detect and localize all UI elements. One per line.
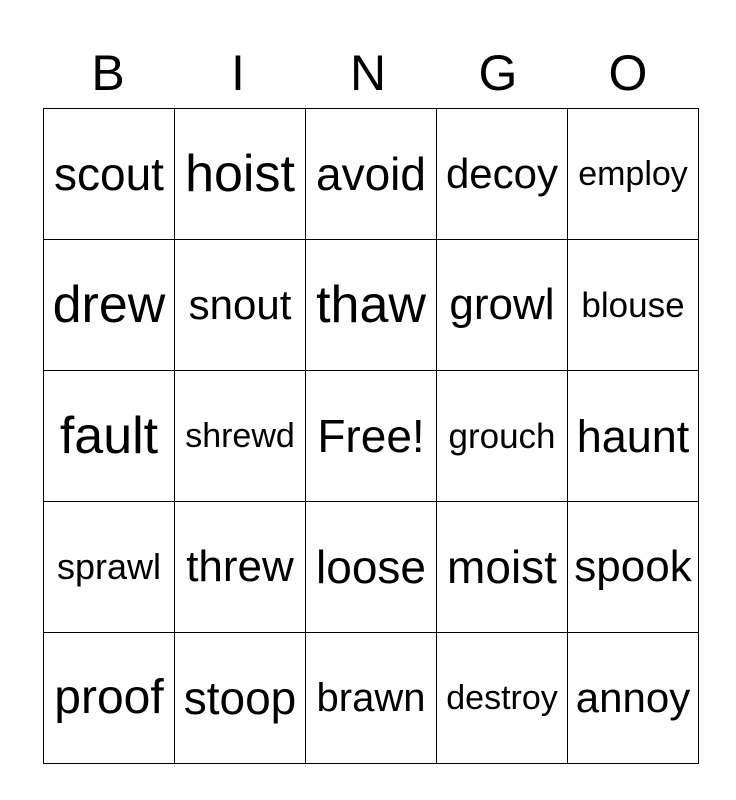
free-space-cell: Free! bbox=[306, 371, 437, 502]
bingo-cell: avoid bbox=[306, 109, 437, 240]
header-letter-g: G bbox=[478, 45, 518, 101]
bingo-cell: shrewd bbox=[175, 371, 306, 502]
bingo-cell: brawn bbox=[306, 633, 437, 764]
bingo-cell: sprawl bbox=[44, 502, 175, 633]
bingo-card bbox=[43, 108, 699, 764]
bingo-cell: grouch bbox=[437, 371, 568, 502]
bingo-cell: blouse bbox=[568, 240, 699, 371]
bingo-cell: proof bbox=[44, 633, 175, 764]
bingo-cell: moist bbox=[437, 502, 568, 633]
bingo-row bbox=[44, 109, 699, 240]
bingo-row bbox=[44, 371, 699, 502]
header-letter-b: B bbox=[91, 45, 125, 101]
bingo-cell: stoop bbox=[175, 633, 306, 764]
bingo-cell: drew bbox=[44, 240, 175, 371]
bingo-cell: loose bbox=[306, 502, 437, 633]
bingo-cell: growl bbox=[437, 240, 568, 371]
header-letter-o: O bbox=[608, 45, 648, 101]
bingo-cell: scout bbox=[44, 109, 175, 240]
bingo-header bbox=[43, 38, 693, 108]
header-letter-i: I bbox=[231, 45, 245, 101]
bingo-cell: spook bbox=[568, 502, 699, 633]
bingo-cell: hoist bbox=[175, 109, 306, 240]
bingo-cell: snout bbox=[175, 240, 306, 371]
bingo-cell: fault bbox=[44, 371, 175, 502]
header-letter-n: N bbox=[349, 45, 387, 101]
bingo-cell: decoy bbox=[437, 109, 568, 240]
bingo-row bbox=[44, 240, 699, 371]
bingo-cell: threw bbox=[175, 502, 306, 633]
bingo-cell: employ bbox=[568, 109, 699, 240]
bingo-grid bbox=[44, 109, 699, 764]
bingo-row bbox=[44, 502, 699, 633]
bingo-cell: haunt bbox=[568, 371, 699, 502]
bingo-cell: destroy bbox=[437, 633, 568, 764]
bingo-cell: annoy bbox=[568, 633, 699, 764]
bingo-row bbox=[44, 633, 699, 764]
bingo-cell: thaw bbox=[306, 240, 437, 371]
